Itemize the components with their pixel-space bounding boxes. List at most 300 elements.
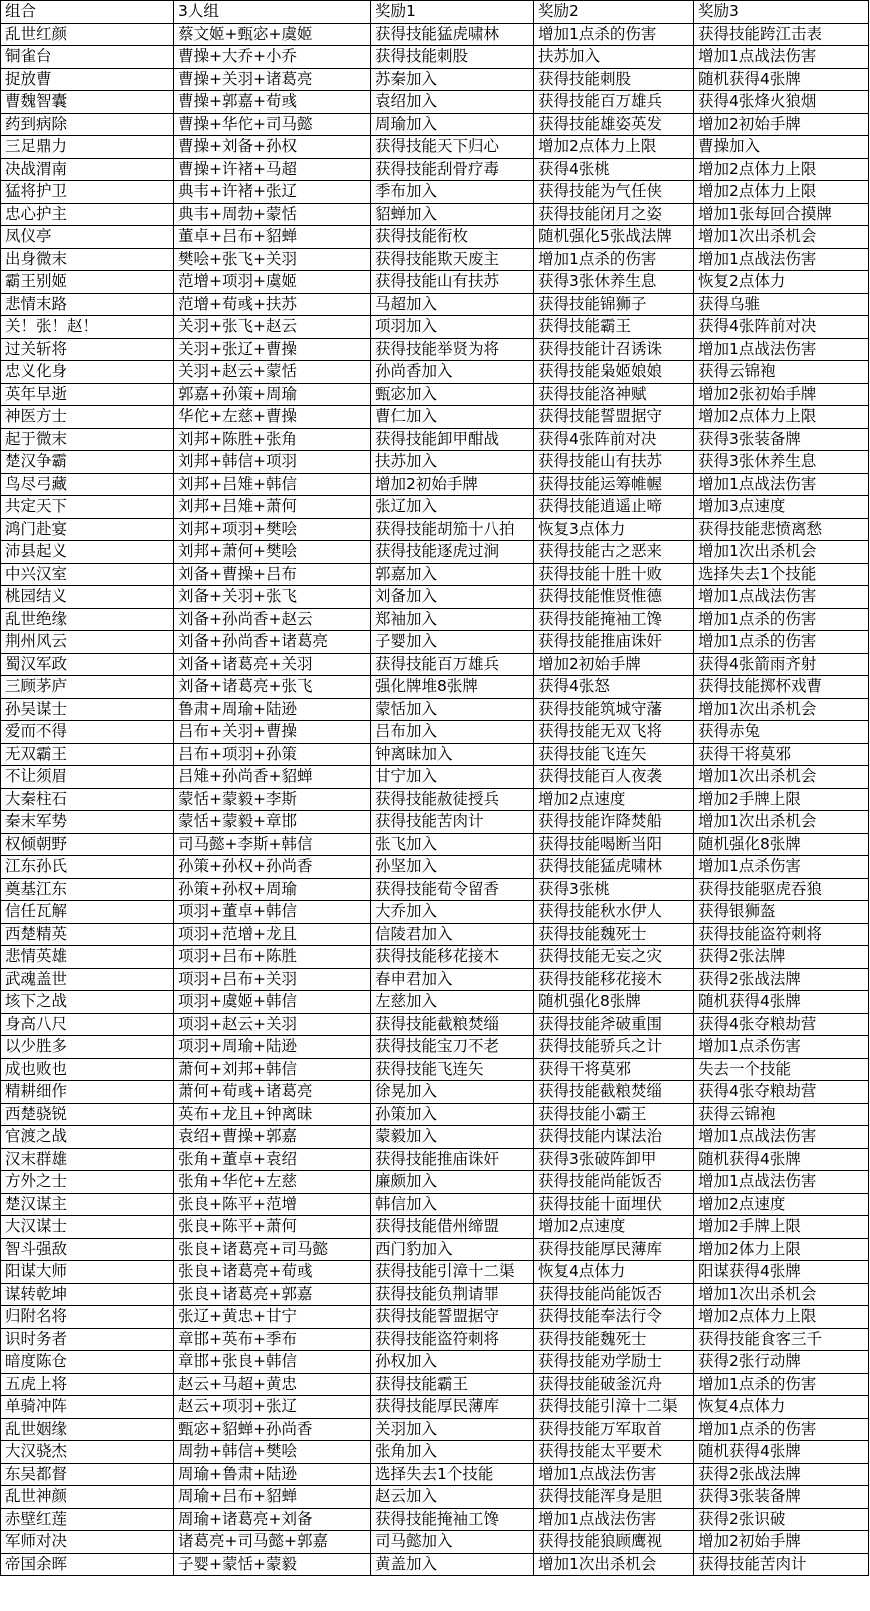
- cell-trio: 刘邦+萧何+樊哙: [174, 541, 371, 564]
- cell-trio: 张良+陈平+范增: [174, 1193, 371, 1216]
- cell-trio: 司马懿+李斯+韩信: [174, 833, 371, 856]
- table-row: [1, 1553, 869, 1576]
- table-row: [1, 968, 869, 991]
- cell-reward-3: 增加1点战法伤害: [694, 248, 869, 271]
- cell-reward-3: 增加2体力上限: [694, 1238, 869, 1261]
- cell-reward-1: 获得技能逐虎过涧: [371, 541, 534, 564]
- cell-trio: 董卓+吕布+貂蝉: [174, 226, 371, 249]
- cell-trio: 张良+诸葛亮+荀彧: [174, 1261, 371, 1284]
- cell-combo: 西楚骁锐: [1, 1103, 174, 1126]
- cell-reward-2: 增加1点战法伤害: [534, 1463, 694, 1486]
- cell-trio: 周瑜+吕布+貂蝉: [174, 1486, 371, 1509]
- cell-combo: 垓下之战: [1, 991, 174, 1014]
- table-row: [1, 676, 869, 699]
- cell-combo: 出身微末: [1, 248, 174, 271]
- cell-combo: 关！张！赵！: [1, 316, 174, 339]
- cell-reward-3: 获得技能跨江击表: [694, 23, 869, 46]
- cell-trio: 曹操+许褚+马超: [174, 158, 371, 181]
- cell-combo: 单骑冲阵: [1, 1396, 174, 1419]
- table-row: [1, 136, 869, 159]
- cell-trio: 张良+陈平+萧何: [174, 1216, 371, 1239]
- cell-trio: 袁绍+曹操+郭嘉: [174, 1126, 371, 1149]
- cell-reward-3: 增加2初始手牌: [694, 113, 869, 136]
- cell-trio: 刘备+孙尚香+诸葛亮: [174, 631, 371, 654]
- cell-reward-3: 增加1点战法伤害: [694, 1171, 869, 1194]
- cell-combo: 精耕细作: [1, 1081, 174, 1104]
- cell-combo: 神医方士: [1, 406, 174, 429]
- cell-trio: 刘邦+陈胜+张角: [174, 428, 371, 451]
- cell-reward-3: 增加1次出杀机会: [694, 811, 869, 834]
- cell-reward-2: 获得技能狼顾鹰视: [534, 1531, 694, 1554]
- cell-reward-3: 获得技能苦肉计: [694, 1553, 869, 1576]
- table-row: [1, 1531, 869, 1554]
- cell-reward-3: 随机获得4张牌: [694, 68, 869, 91]
- cell-reward-2: 获得技能筑城守藩: [534, 698, 694, 721]
- cell-combo: 乱世神颜: [1, 1486, 174, 1509]
- table-row: [1, 563, 869, 586]
- cell-combo: 帝国余晖: [1, 1553, 174, 1576]
- cell-reward-1: 刘备加入: [371, 586, 534, 609]
- cell-reward-1: 获得技能卸甲酣战: [371, 428, 534, 451]
- cell-reward-3: 获得技能食客三千: [694, 1328, 869, 1351]
- cell-reward-1: 曹仁加入: [371, 406, 534, 429]
- cell-reward-1: 廉颇加入: [371, 1171, 534, 1194]
- cell-reward-3: 增加1次出杀机会: [694, 1283, 869, 1306]
- cell-reward-1: 大乔加入: [371, 901, 534, 924]
- cell-reward-2: 获得技能无妄之灾: [534, 946, 694, 969]
- cell-reward-3: 增加2点速度: [694, 1193, 869, 1216]
- table-row: [1, 1193, 869, 1216]
- cell-reward-2: 获得技能十胜十败: [534, 563, 694, 586]
- cell-reward-3: 获得2张战法牌: [694, 1463, 869, 1486]
- cell-reward-2: 获得技能刺股: [534, 68, 694, 91]
- cell-combo: 官渡之战: [1, 1126, 174, 1149]
- cell-reward-3: 获得3张休养生息: [694, 451, 869, 474]
- cell-reward-2: 获得技能古之恶来: [534, 541, 694, 564]
- cell-reward-2: 获得技能逍遥止啼: [534, 496, 694, 519]
- cell-reward-1: 孙权加入: [371, 1351, 534, 1374]
- cell-reward-2: 获得技能浑身是胆: [534, 1486, 694, 1509]
- cell-trio: 张良+诸葛亮+郭嘉: [174, 1283, 371, 1306]
- table-row: [1, 1328, 869, 1351]
- cell-reward-2: 获得技能尚能饭否: [534, 1283, 694, 1306]
- cell-reward-2: 获得技能无双飞将: [534, 721, 694, 744]
- cell-reward-3: 获得技能盗符刺将: [694, 923, 869, 946]
- cell-reward-2: 获得技能斧破重围: [534, 1013, 694, 1036]
- cell-reward-2: 获得技能十面埋伏: [534, 1193, 694, 1216]
- cell-combo: 凤仪亭: [1, 226, 174, 249]
- cell-trio: 章邯+英布+季布: [174, 1328, 371, 1351]
- cell-trio: 典韦+周勃+蒙恬: [174, 203, 371, 226]
- cell-reward-2: 获得技能雄姿英发: [534, 113, 694, 136]
- cell-combo: 归附名将: [1, 1306, 174, 1329]
- table-row: [1, 1373, 869, 1396]
- header-reward-1: 奖励1: [371, 1, 534, 24]
- cell-reward-1: 获得技能推庙诛奸: [371, 1148, 534, 1171]
- cell-trio: 刘备+孙尚香+赵云: [174, 608, 371, 631]
- table-row: [1, 901, 869, 924]
- cell-reward-3: 增加1点战法伤害: [694, 338, 869, 361]
- cell-reward-3: 获得4张烽火狼烟: [694, 91, 869, 114]
- cell-reward-1: 获得技能衔枚: [371, 226, 534, 249]
- cell-reward-1: 扶苏加入: [371, 451, 534, 474]
- cell-reward-1: 季布加入: [371, 181, 534, 204]
- table-row: [1, 46, 869, 69]
- cell-combo: 奠基江东: [1, 878, 174, 901]
- cell-reward-1: 孙尚香加入: [371, 361, 534, 384]
- table-row: [1, 1216, 869, 1239]
- cell-trio: 周瑜+诸葛亮+刘备: [174, 1508, 371, 1531]
- cell-reward-3: 增加2初始手牌: [694, 1531, 869, 1554]
- cell-reward-1: 增加2初始手牌: [371, 473, 534, 496]
- cell-reward-2: 获得技能移花接木: [534, 968, 694, 991]
- cell-trio: 孙策+孙权+孙尚香: [174, 856, 371, 879]
- table-row: [1, 316, 869, 339]
- cell-reward-3: 增加2点体力上限: [694, 158, 869, 181]
- cell-reward-1: 强化牌堆8张牌: [371, 676, 534, 699]
- cell-trio: 曹操+郭嘉+荀彧: [174, 91, 371, 114]
- cell-trio: 孙策+孙权+周瑜: [174, 878, 371, 901]
- table-row: [1, 1283, 869, 1306]
- table-row: [1, 653, 869, 676]
- table-row: [1, 1171, 869, 1194]
- cell-reward-3: 增加2手牌上限: [694, 788, 869, 811]
- cell-trio: 张良+诸葛亮+司马懿: [174, 1238, 371, 1261]
- cell-reward-2: 获得技能山有扶苏: [534, 451, 694, 474]
- table-row: [1, 473, 869, 496]
- cell-combo: 忠义化身: [1, 361, 174, 384]
- cell-combo: 药到病除: [1, 113, 174, 136]
- cell-combo: 武魂盖世: [1, 968, 174, 991]
- cell-reward-3: 选择失去1个技能: [694, 563, 869, 586]
- cell-reward-2: 获得技能誓盟据守: [534, 406, 694, 429]
- cell-reward-3: 随机获得4张牌: [694, 1441, 869, 1464]
- cell-reward-3: 增加1点杀的伤害: [694, 1418, 869, 1441]
- cell-reward-3: 增加1点杀的伤害: [694, 1373, 869, 1396]
- cell-reward-2: 获得技能百人夜袭: [534, 766, 694, 789]
- cell-reward-1: 蒙恬加入: [371, 698, 534, 721]
- cell-combo: 爱而不得: [1, 721, 174, 744]
- header-combo: 组合: [1, 1, 174, 24]
- cell-reward-3: 获得乌骓: [694, 293, 869, 316]
- cell-reward-1: 司马懿加入: [371, 1531, 534, 1554]
- cell-reward-3: 获得干将莫邪: [694, 743, 869, 766]
- cell-reward-3: 获得3张装备牌: [694, 428, 869, 451]
- cell-reward-2: 获得技能霸王: [534, 316, 694, 339]
- cell-combo: 孙吴谋士: [1, 698, 174, 721]
- cell-trio: 典韦+许褚+张辽: [174, 181, 371, 204]
- cell-trio: 曹操+刘备+孙权: [174, 136, 371, 159]
- cell-reward-3: 增加1点战法伤害: [694, 586, 869, 609]
- cell-reward-2: 增加2点体力上限: [534, 136, 694, 159]
- cell-reward-2: 增加1点杀的伤害: [534, 23, 694, 46]
- cell-combo: 三足鼎力: [1, 136, 174, 159]
- cell-combo: 乱世绝缘: [1, 608, 174, 631]
- cell-combo: 方外之士: [1, 1171, 174, 1194]
- cell-reward-2: 获得技能猛虎啸林: [534, 856, 694, 879]
- cell-combo: 不让须眉: [1, 766, 174, 789]
- cell-trio: 刘邦+吕雉+萧何: [174, 496, 371, 519]
- cell-reward-1: 郑袖加入: [371, 608, 534, 631]
- cell-reward-3: 随机获得4张牌: [694, 991, 869, 1014]
- cell-combo: 桃园结义: [1, 586, 174, 609]
- cell-reward-2: 获得技能引漳十二渠: [534, 1396, 694, 1419]
- cell-reward-2: 获得技能诈降焚船: [534, 811, 694, 834]
- cell-reward-3: 增加2点体力上限: [694, 1306, 869, 1329]
- cell-reward-3: 增加2张初始手牌: [694, 383, 869, 406]
- cell-trio: 项羽+虞姬+韩信: [174, 991, 371, 1014]
- cell-combo: 江东孙氏: [1, 856, 174, 879]
- cell-reward-2: 恢复4点体力: [534, 1261, 694, 1284]
- cell-combo: 起于微末: [1, 428, 174, 451]
- cell-reward-2: 获得技能魏死士: [534, 923, 694, 946]
- cell-reward-2: 获得技能推庙诛奸: [534, 631, 694, 654]
- table-row: [1, 1081, 869, 1104]
- cell-reward-2: 获得技能枭姬娘娘: [534, 361, 694, 384]
- cell-combo: 中兴汉室: [1, 563, 174, 586]
- header-reward-3: 奖励3: [694, 1, 869, 24]
- table-row: [1, 383, 869, 406]
- cell-reward-2: 获得技能骄兵之计: [534, 1036, 694, 1059]
- cell-trio: 吕布+关羽+曹操: [174, 721, 371, 744]
- cell-reward-3: 增加1点战法伤害: [694, 473, 869, 496]
- table-row: [1, 833, 869, 856]
- cell-combo: 东吴都督: [1, 1463, 174, 1486]
- table-row: [1, 1486, 869, 1509]
- cell-reward-1: 获得技能誓盟据守: [371, 1306, 534, 1329]
- cell-trio: 赵云+马超+黄忠: [174, 1373, 371, 1396]
- table-row: [1, 451, 869, 474]
- cell-reward-1: 获得技能厚民薄库: [371, 1396, 534, 1419]
- cell-reward-2: 获得技能秋水伊人: [534, 901, 694, 924]
- cell-reward-3: 增加1次出杀机会: [694, 541, 869, 564]
- cell-reward-3: 增加1次出杀机会: [694, 698, 869, 721]
- cell-reward-1: 信陵君加入: [371, 923, 534, 946]
- cell-trio: 鲁肃+周瑜+陆逊: [174, 698, 371, 721]
- cell-combo: 大汉骁杰: [1, 1441, 174, 1464]
- cell-trio: 曹操+华佗+司马懿: [174, 113, 371, 136]
- cell-trio: 刘备+诸葛亮+关羽: [174, 653, 371, 676]
- cell-reward-2: 增加2点速度: [534, 1216, 694, 1239]
- table-row: [1, 631, 869, 654]
- table-row: [1, 1351, 869, 1374]
- table-row: [1, 946, 869, 969]
- cell-reward-2: 获得4张怒: [534, 676, 694, 699]
- cell-trio: 刘邦+项羽+樊哙: [174, 518, 371, 541]
- cell-reward-1: 马超加入: [371, 293, 534, 316]
- table-row: [1, 361, 869, 384]
- cell-reward-1: 关羽加入: [371, 1418, 534, 1441]
- cell-reward-3: 增加1点杀的伤害: [694, 608, 869, 631]
- cell-combo: 三顾茅庐: [1, 676, 174, 699]
- cell-reward-1: 黄盖加入: [371, 1553, 534, 1576]
- cell-combo: 以少胜多: [1, 1036, 174, 1059]
- cell-trio: 关羽+赵云+蒙恬: [174, 361, 371, 384]
- cell-reward-1: 获得技能盗符刺将: [371, 1328, 534, 1351]
- cell-trio: 赵云+项羽+张辽: [174, 1396, 371, 1419]
- table-row: [1, 1103, 869, 1126]
- cell-combo: 权倾朝野: [1, 833, 174, 856]
- cell-reward-3: 增加1点杀伤害: [694, 856, 869, 879]
- cell-reward-3: 随机强化8张牌: [694, 833, 869, 856]
- cell-trio: 吕雉+孙尚香+貂蝉: [174, 766, 371, 789]
- table-row: [1, 68, 869, 91]
- cell-combo: 鸟尽弓藏: [1, 473, 174, 496]
- cell-reward-1: 子婴加入: [371, 631, 534, 654]
- cell-combo: 楚汉争霸: [1, 451, 174, 474]
- cell-trio: 张辽+黄忠+甘宁: [174, 1306, 371, 1329]
- cell-trio: 范增+项羽+虞姬: [174, 271, 371, 294]
- cell-reward-2: 恢复3点体力: [534, 518, 694, 541]
- cell-combo: 乱世姻缘: [1, 1418, 174, 1441]
- cell-combo: 曹魏智囊: [1, 91, 174, 114]
- cell-reward-1: 张辽加入: [371, 496, 534, 519]
- cell-reward-2: 获得技能内谋法治: [534, 1126, 694, 1149]
- cell-trio: 范增+荀彧+扶苏: [174, 293, 371, 316]
- table-row: [1, 541, 869, 564]
- cell-reward-2: 获得技能厚民薄库: [534, 1238, 694, 1261]
- cell-reward-3: 曹操加入: [694, 136, 869, 159]
- table-row: [1, 856, 869, 879]
- table-row: [1, 1261, 869, 1284]
- cell-reward-3: 获得银狮盔: [694, 901, 869, 924]
- cell-reward-1: 获得技能掩袖工馋: [371, 1508, 534, 1531]
- table-row: [1, 158, 869, 181]
- cell-reward-3: 增加1次出杀机会: [694, 226, 869, 249]
- cell-reward-1: 获得技能宝刀不老: [371, 1036, 534, 1059]
- cell-reward-2: 获得技能闭月之姿: [534, 203, 694, 226]
- cell-reward-2: 增加1次出杀机会: [534, 1553, 694, 1576]
- cell-combo: 霸王别姬: [1, 271, 174, 294]
- cell-reward-2: 获得技能洛神赋: [534, 383, 694, 406]
- cell-reward-3: 增加1张每回合摸牌: [694, 203, 869, 226]
- table-row: [1, 788, 869, 811]
- table-row: [1, 721, 869, 744]
- cell-reward-1: 获得技能苦肉计: [371, 811, 534, 834]
- cell-reward-3: 获得2张法牌: [694, 946, 869, 969]
- cell-trio: 曹操+关羽+诸葛亮: [174, 68, 371, 91]
- cell-trio: 蒙恬+蒙毅+李斯: [174, 788, 371, 811]
- cell-reward-2: 获得技能魏死士: [534, 1328, 694, 1351]
- table-row: [1, 811, 869, 834]
- cell-reward-1: 选择失去1个技能: [371, 1463, 534, 1486]
- cell-combo: 沛县起义: [1, 541, 174, 564]
- table-row: [1, 1036, 869, 1059]
- cell-trio: 刘备+曹操+吕布: [174, 563, 371, 586]
- table-row: [1, 698, 869, 721]
- cell-reward-1: 蒙毅加入: [371, 1126, 534, 1149]
- cell-trio: 关羽+张辽+曹操: [174, 338, 371, 361]
- cell-reward-1: 获得技能百万雄兵: [371, 653, 534, 676]
- cell-reward-1: 孙策加入: [371, 1103, 534, 1126]
- cell-combo: 西楚精英: [1, 923, 174, 946]
- cell-trio: 周瑜+鲁肃+陆逊: [174, 1463, 371, 1486]
- table-row: [1, 293, 869, 316]
- cell-combo: 忠心护主: [1, 203, 174, 226]
- cell-trio: 项羽+吕布+关羽: [174, 968, 371, 991]
- cell-reward-2: 获得3张桃: [534, 878, 694, 901]
- table-row: [1, 991, 869, 1014]
- cell-reward-1: 郭嘉加入: [371, 563, 534, 586]
- cell-reward-2: 获得4张阵前对决: [534, 428, 694, 451]
- cell-combo: 决战渭南: [1, 158, 174, 181]
- table-row: [1, 1396, 869, 1419]
- cell-combo: 智斗强敌: [1, 1238, 174, 1261]
- cell-trio: 项羽+吕布+陈胜: [174, 946, 371, 969]
- cell-trio: 蔡文姬+甄宓+虞姬: [174, 23, 371, 46]
- cell-trio: 萧何+刘邦+韩信: [174, 1058, 371, 1081]
- cell-reward-3: 增加1点战法伤害: [694, 46, 869, 69]
- cell-reward-2: 获得技能喝断当阳: [534, 833, 694, 856]
- cell-reward-1: 貂蝉加入: [371, 203, 534, 226]
- cell-reward-2: 获得干将莫邪: [534, 1058, 694, 1081]
- cell-reward-2: 获得技能运筹帷幄: [534, 473, 694, 496]
- table-row: [1, 1058, 869, 1081]
- cell-reward-2: 获得3张破阵卸甲: [534, 1148, 694, 1171]
- table-row: [1, 271, 869, 294]
- cell-reward-2: 增加1点战法伤害: [534, 1508, 694, 1531]
- cell-trio: 曹操+大乔+小乔: [174, 46, 371, 69]
- cell-reward-1: 周瑜加入: [371, 113, 534, 136]
- cell-trio: 蒙恬+蒙毅+章邯: [174, 811, 371, 834]
- cell-combo: 赤壁红莲: [1, 1508, 174, 1531]
- table-row: [1, 766, 869, 789]
- cell-trio: 张角+董卓+袁绍: [174, 1148, 371, 1171]
- cell-combo: 英年早逝: [1, 383, 174, 406]
- cell-reward-2: 获得技能惟贤惟德: [534, 586, 694, 609]
- cell-combo: 悲情英雄: [1, 946, 174, 969]
- cell-combo: 无双霸王: [1, 743, 174, 766]
- cell-trio: 樊哙+张飞+关羽: [174, 248, 371, 271]
- cell-reward-1: 获得技能欺天废主: [371, 248, 534, 271]
- cell-reward-3: 获得2张行动牌: [694, 1351, 869, 1374]
- table-row: [1, 428, 869, 451]
- cell-reward-3: 失去一个技能: [694, 1058, 869, 1081]
- cell-reward-3: 增加1点杀的伤害: [694, 631, 869, 654]
- cell-reward-3: 获得赤兔: [694, 721, 869, 744]
- table-row: [1, 878, 869, 901]
- cell-reward-2: 获得技能飞连矢: [534, 743, 694, 766]
- cell-reward-1: 获得技能天下归心: [371, 136, 534, 159]
- table-row: [1, 91, 869, 114]
- cell-reward-3: 增加3点速度: [694, 496, 869, 519]
- cell-reward-3: 获得4张阵前对决: [694, 316, 869, 339]
- cell-reward-3: 恢复4点体力: [694, 1396, 869, 1419]
- cell-reward-3: 获得4张箭雨齐射: [694, 653, 869, 676]
- table-row: [1, 1013, 869, 1036]
- cell-reward-1: 赵云加入: [371, 1486, 534, 1509]
- cell-reward-1: 钟离昧加入: [371, 743, 534, 766]
- cell-reward-2: 获得技能万军取首: [534, 1418, 694, 1441]
- cell-reward-1: 吕布加入: [371, 721, 534, 744]
- cell-reward-1: 甄宓加入: [371, 383, 534, 406]
- cell-reward-2: 获得技能百万雄兵: [534, 91, 694, 114]
- cell-combo: 楚汉谋主: [1, 1193, 174, 1216]
- cell-reward-1: 西门豹加入: [371, 1238, 534, 1261]
- cell-reward-3: 增加2点体力上限: [694, 406, 869, 429]
- cell-reward-2: 获得技能截粮焚缁: [534, 1081, 694, 1104]
- cell-reward-3: 获得2张识破: [694, 1508, 869, 1531]
- cell-combo: 荆州风云: [1, 631, 174, 654]
- table-row: [1, 1463, 869, 1486]
- table-row: [1, 1148, 869, 1171]
- cell-reward-1: 张角加入: [371, 1441, 534, 1464]
- cell-combo: 信任瓦解: [1, 901, 174, 924]
- table-row: [1, 406, 869, 429]
- cell-trio: 刘备+关羽+张飞: [174, 586, 371, 609]
- header-reward-2: 奖励2: [534, 1, 694, 24]
- cell-reward-2: 增加1点杀的伤害: [534, 248, 694, 271]
